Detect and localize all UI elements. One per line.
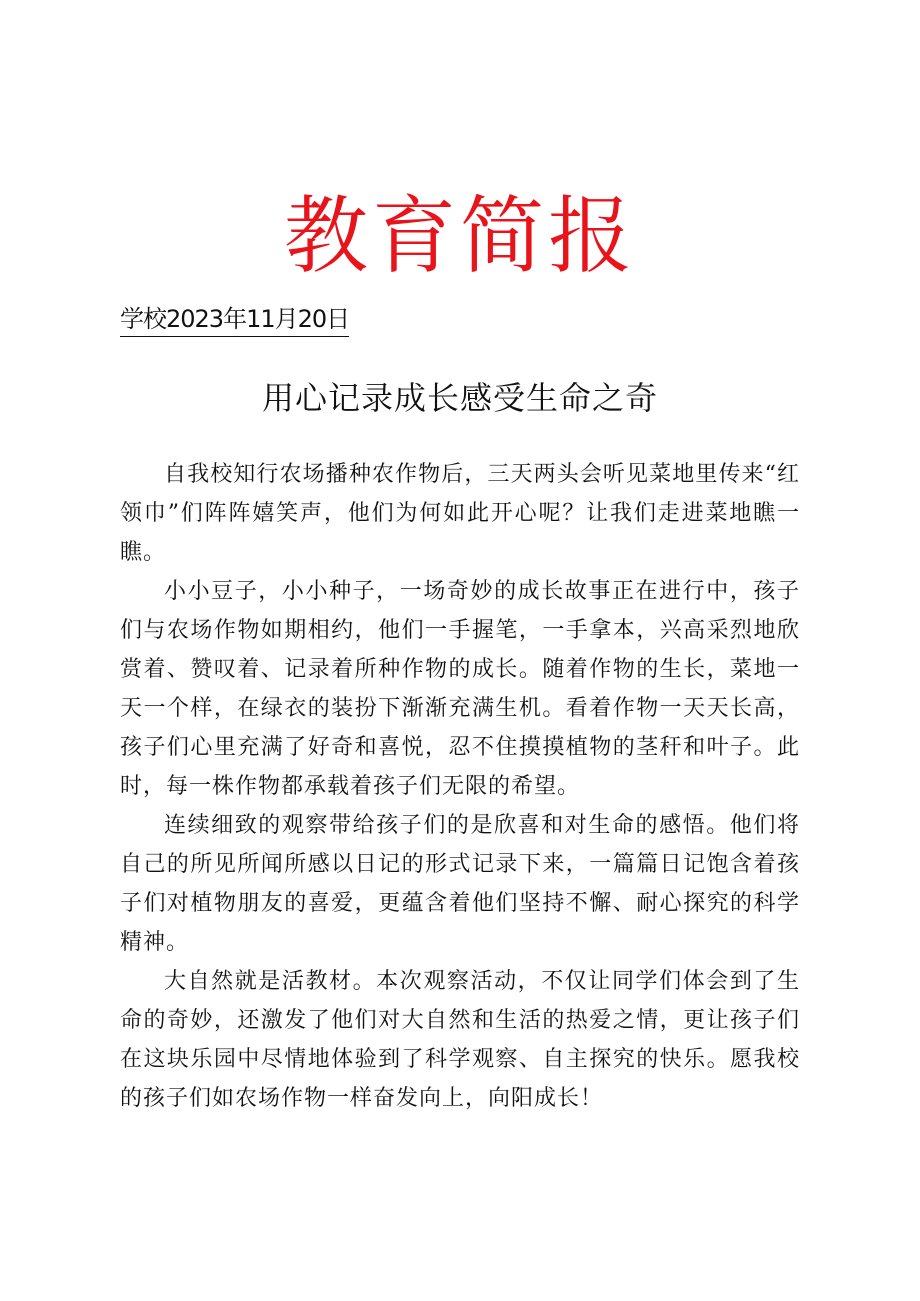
article-paragraph: 连续细致的观察带给孩子们的是欣喜和对生命的感悟。他们将自己的所见所闻所感以日记的形式记录下来，一篇篇日记饱含着孩子们对植物朋友的喜爱，更蕴含着他们坚持不懈、耐心探究的科学精神。: [120, 813, 800, 955]
dateline: 学校2023年11月20日: [120, 302, 349, 337]
article-paragraph: 小小豆子，小小种子，一场奇妙的成长故事正在进行中，孩子们与农场作物如期相约，他们一手握笔，一手拿本，兴高采烈地欣赏着、赞叹着、记录着所种作物的成长。随着作物的生长，菜地一天一个样，在绿衣的装扮下渐渐充满生机。看着作物一天天长高，孩子们心里充满了好奇和喜悦，忍不住摸摸植物的茎秆和叶子。此时，每一株作物都承载着孩子们无限的希望。: [120, 579, 800, 799]
article-headline: 用心记录成长感受生命之奇: [261, 379, 658, 417]
article-body: [120, 455, 800, 1118]
article-paragraph: 大自然就是活教材。本次观察活动，不仅让同学们体会到了生命的奇妙，还激发了他们对大自然和生活的热爱之情，更让孩子们在这块乐园中尽情地体验到了科学观察、自主探究的快乐。愿我校的孩子们如农场作物一样奋发向上，向阳成长！: [120, 969, 800, 1111]
masthead-title: 教育简报: [283, 187, 636, 285]
article-paragraph: 自我校知行农场播种农作物后，三天两头会听见菜地里传来“红领巾”们阵阵嬉笑声，他们为何如此开心呢？让我们走进菜地瞧一瞧。: [120, 462, 800, 565]
